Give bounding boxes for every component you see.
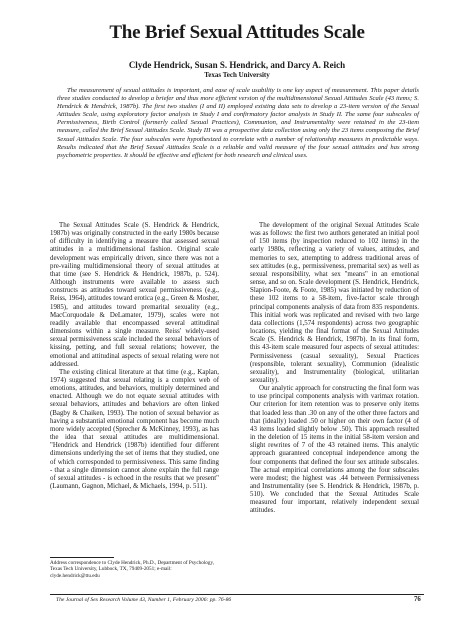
journal-citation-footer: The Journal of Sex Research Volume 43, Number 1, February 2006: pp. 76-86	[56, 597, 232, 603]
abstract: The measurement of sexual attitudes is important, and ease of scale usability is one key aspect of measurement. This paper details three studies conducted to develop a briefer and thus more efficient version of the multidimensional Sexual Attitudes Scale (43 items; S. Hendrick & Hendrick, 1987b). The first two studies (I and II) employed existing data sets to develop a 23-item version of the Sexual Attitudes Scale, using exploratory factor analysis in Study I and confirmatory factor analysis in Study II. The same four subscales of Permissiveness, Birth Control (formerly called Sexual Practices), Communion, and Instrumentality were retained in the 23-item measure, called the Brief Sexual Attitudes Scale. Study III was a prospective data collection using only the 23 items composing the Brief Sexual Attitudes Scale. The four subscales were hypothesized to correlate with a number of relationship measures in predictable ways. Results indicated that the Brief Sexual Attitudes Scale is a reliable and valid measure of the four sexual attitudes and has strong psychometric properties. It should be effective and efficient for both research and clinical uses.	[57, 87, 419, 159]
body-column-left	[50, 222, 219, 491]
body-paragraph: The existing clinical literature at that time (e.g., Kaplan, 1974) suggested that sexual relating is a complex web of emotions, attitudes, and behaviors, multiply determined and enacted. Although we do not equate sexual attitudes with sexual behaviors, attitudes and behaviors are often linked (Bagby & Chaiken, 1993). The notion of sexual behavior as having a substantial emotional component has become much more widely accepted (Sprecher & McKinney, 1993), as has the idea that sexual attitudes are multidimensional. "Hendrick and Hendrick (1987b) identified four different dimensions underlying the set of items that they studied, one of which corresponded to permissiveness. This same finding - that a single dimension cannot alone explain the full range of sexual attitudes - is echoed in the results that we present" (Laumann, Gagnon, Michael, & Michaels, 1994, p. 511).	[50, 368, 219, 490]
paper-title: The Brief Sexual Attitudes Scale	[109, 22, 365, 43]
affiliation: Texas Tech University	[204, 71, 270, 79]
body-paragraph: The development of the original Sexual Attitudes Scale was as follows: the first two authors generated an initial pool of 150 items (by inspection reduced to 102 items) in the early 1980s, reflecting a variety of values, attitudes, and memories to sex, attempting to address traditional areas of sex attitudes (e.g., permissiveness, premarital sex) as well as sexual responsibility, what sex "means" in an emotional sense, and so on. Scale development (S. Hendrick, Hendrick, Slapion-Foote, & Foote, 1985) was initiated by reduction of these 102 items to a 58-item, five-factor scale through principal components analysis of data from 835 respondents. This initial work was replicated and revised with two large data collections (1,574 respondents) across two geographic locations, yielding the final format of the Sexual Attitudes Scale (S. Hendrick & Hendrick, 1987b). In its final form, this 43-item scale measured four aspects of sexual attitudes: Permissiveness (casual sexuality), Sexual Practices (responsible, tolerant sexuality), Communion (idealistic sexuality), and Instrumentality (biological, utilitarian sexuality).	[250, 222, 419, 384]
footer-divider	[50, 594, 424, 595]
author-list: Clyde Hendrick, Susan S. Hendrick, and Darcy A. Reich	[128, 60, 346, 70]
page-number: 76	[414, 596, 421, 603]
body-paragraph: Our analytic approach for constructing the final form was to use principal components analysis with varimax rotation. Our criterion for item retention was to preserve only items that loaded less than .30 on any of the other three factors and that (ideally) loaded .50 or higher on their own factor (4 of 43 items loaded slightly below .50). This approach resulted in the deletion of 15 items in the initial 58-item version and slight rewrites of 7 of the 43 retained items. This analytic approach guaranteed conceptual independence among the four components that defined the four sex attitude subscales. The actual empirical correlations among the four subscales were modest; the highest was .44 between Permissiveness and Instrumentality (see S. Hendrick & Hendrick, 1987b, p. 510). We concluded that the Sexual Attitudes Scale measured four important, relatively independent sexual attitudes.	[250, 385, 419, 515]
body-paragraph: The Sexual Attitudes Scale (S. Hendrick & Hendrick, 1987b) was originally constructed in the early 1980s because of difficulty in identifying a measure that assessed sexual attitudes in a multidimensional fashion. Original scale development was empirically driven, since there was not a pre-vailing multidimensional theory of sexual attitudes at that time (see S. Hendrick & Hendrick, 1987b, p. 524). Although instruments were available to assess such constructs as attitudes toward sexual permissiveness (e.g., Reiss, 1964), attitudes toward erotica (e.g., Green & Mosher, 1985), and attitudes toward premarital sexuality (e.g., MacCorquodale & DeLamater, 1979), scales were not readily available that encompassed several attitudinal dimensions within a single measure. Reiss' widely-used sexual permissiveness scale included the sexual behaviors of kissing, petting, and full sexual relations; however, the emotional and attitudinal aspects of sexual relating were not addressed.	[50, 222, 219, 368]
body-column-right	[250, 222, 419, 516]
footnote-divider	[50, 557, 114, 558]
correspondence-footnote: Address correspondence to Clyde Hendrick, Ph.D., Department of Psychology, Texas Tech University, Lubbock, TX, 79409-2051; e-mail: clyde.hendrick@ttu.edu	[50, 560, 215, 579]
